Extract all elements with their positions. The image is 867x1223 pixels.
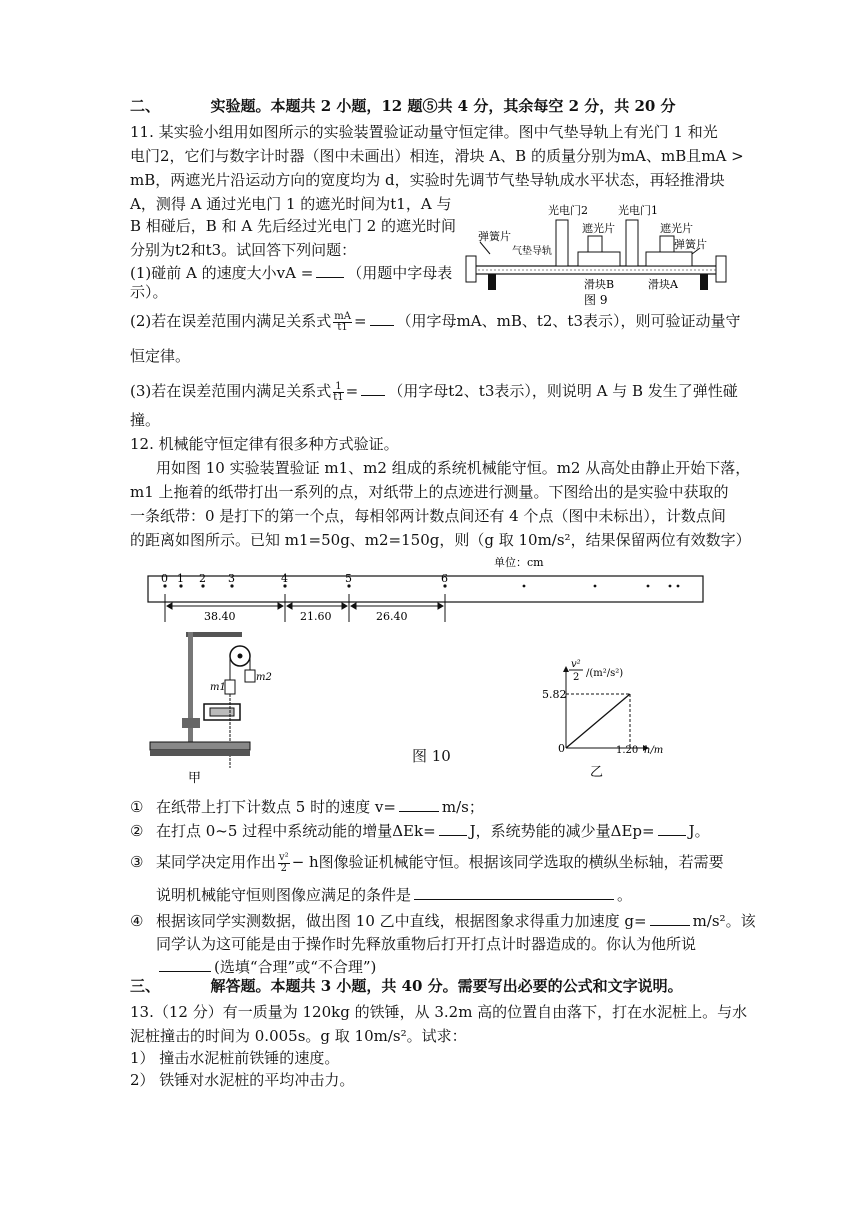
item-4-choice: (选填“合理”或“不合理”) — [214, 958, 377, 976]
block-b-label: 滑块B — [584, 278, 615, 291]
q12-line-3: m1 上拖着的纸带打出一系列的点，对纸带上的点迹进行测量。下图给出的是实验中获取的 — [130, 483, 729, 501]
graph-origin: 0 — [558, 742, 565, 755]
answer-blank[interactable] — [414, 884, 614, 900]
q11-line-4: A，测得 A 通过光电门 1 的遮光时间为t1，A 与 — [130, 195, 452, 213]
tape-dot-extra — [677, 585, 680, 588]
equals-sign: = — [345, 382, 359, 400]
q11-sub-2-text-b: （用字母mA、mB、t2、t3表示），则可验证动量守 — [396, 312, 741, 330]
air-track — [470, 266, 724, 274]
figure-10-apparatus — [148, 628, 272, 788]
fraction-v2-2 — [278, 853, 290, 874]
tape-unit: 单位：cm — [494, 556, 544, 569]
graph-yval: 5.82 — [542, 688, 567, 701]
figure-9-caption: 图 9 — [584, 293, 608, 307]
section-3-title: 解答题。本题共 3 小题，共 40 分。需要写出必要的公式和文字说明。 — [210, 977, 683, 995]
graph-y-arrow — [563, 666, 569, 672]
fraction-denominator: t1 — [333, 391, 344, 403]
q13-part-1: 1） 撞击水泥桩前铁锤的速度。 — [130, 1049, 340, 1067]
tape-label: 4 — [281, 572, 288, 585]
answer-blank[interactable] — [361, 380, 385, 396]
q11-sub-1 — [130, 262, 452, 283]
q11-sub-3-cont: 撞。 — [130, 411, 161, 429]
m2-label: m2 — [256, 672, 272, 683]
item-2-unit: J。 — [688, 822, 710, 840]
item-3-cont — [156, 884, 632, 905]
fraction-numerator: mA — [334, 310, 351, 322]
section-2-header — [130, 96, 676, 116]
figure-9-air-track — [460, 198, 732, 310]
item-4-marker: ④ — [130, 912, 144, 930]
block-a — [646, 252, 692, 266]
shade-b — [588, 236, 602, 252]
air-track-label: 气垫导轨 — [512, 246, 552, 257]
item-3-text: 某同学决定用作出 — [156, 853, 277, 871]
section-2-title: 实验题。本题共 2 小题，12 题⑤共 4 分，其余每空 2 分，共 20 分 — [210, 97, 676, 115]
item-1-marker: ① — [130, 798, 144, 816]
block-b — [578, 252, 620, 266]
q11-sub-2-text: (2)若在误差范围内满足关系式 — [130, 312, 332, 330]
answer-blank[interactable] — [439, 820, 467, 836]
q11-line-2: 电门2，它们与数字计时器（图中未画出）相连，滑块 A、B 的质量分别为mA、mB且mA > — [130, 147, 744, 165]
tape-dot-extra — [594, 585, 597, 588]
q13-line-2: 泥桩撞击的时间为 0.005s。g 取 10m/s²。试求： — [130, 1027, 467, 1045]
item-3 — [130, 852, 724, 874]
track-end-right — [716, 256, 726, 282]
clamp — [182, 718, 200, 728]
item-1-text: 在纸带上打下计数点 5 时的速度 v= — [156, 798, 396, 816]
answer-blank[interactable] — [658, 820, 686, 836]
section-3-number: 三、 — [130, 977, 161, 995]
q11-line-1: 11. 某实验小组用如图所示的实验装置验证动量守恒定律。图中气垫导轨上有光门 1 和光 — [130, 123, 718, 141]
answer-blank[interactable] — [370, 310, 394, 326]
q11-line-6: 分别为t2和t3。试回答下列问题： — [130, 241, 357, 259]
q11-sub-3-text: (3)若在误差范围内满足关系式 — [130, 382, 332, 400]
shade-label-2: 遮光片 — [660, 222, 693, 235]
item-3-marker: ③ — [130, 853, 144, 871]
tape-label: 2 — [199, 572, 206, 585]
tape-distance-2: 21.60 — [300, 610, 332, 623]
spring-label-1: 弹簧片 — [478, 230, 511, 243]
photogate-1 — [626, 220, 638, 266]
q11-sub-3 — [130, 380, 738, 403]
tape-dot-extra — [523, 585, 526, 588]
pulley-axle — [238, 654, 243, 659]
table-base — [150, 750, 250, 756]
item-2-text-b: J，系统势能的减少量ΔEp= — [469, 822, 655, 840]
item-2-text: 在打点 0~5 过程中系统动能的增量ΔEk= — [156, 822, 436, 840]
tape-dot-extra — [647, 585, 650, 588]
figure-10-yi: 乙 — [590, 765, 604, 780]
graph-line — [566, 694, 630, 748]
q12-line-1: 12. 机械能守恒定律有很多种方式验证。 — [130, 435, 399, 453]
item-4-line-2: 同学认为这可能是由于操作时先释放重物后打开打点计时器造成的。你认为他所说 — [156, 935, 697, 953]
fraction-numerator: v² — [279, 851, 289, 863]
q11-sub-2-cont: 恒定律。 — [130, 347, 191, 365]
fraction-ma-t1 — [333, 312, 352, 333]
track-end-left — [466, 256, 476, 282]
q11-sub-1-text-b: （用题中字母表 — [347, 264, 453, 282]
q11-sub-1-cont: 示）。 — [130, 283, 168, 301]
q11-sub-1-text: (1)碰前 A 的速度大小vA = — [130, 264, 314, 282]
mass-m2 — [245, 670, 255, 682]
tape-dot-extra — [669, 585, 672, 588]
q11-line-5: B 相碰后，B 和 A 先后经过光电门 2 的遮光时间 — [130, 217, 457, 235]
graph-yunit: /(m²/s²) — [586, 668, 624, 679]
tape-label: 3 — [228, 572, 235, 585]
shade-a — [660, 236, 674, 252]
q11-sub-3-text-b: （用字母t2、t3表示），则说明 A 与 B 发生了弹性碰 — [388, 382, 738, 400]
section-3-header — [130, 976, 683, 996]
tape-label: 5 — [345, 572, 352, 585]
q12-line-4: 一条纸带：0 是打下的第一个点，每相邻两计数点间还有 4 个点（图中未标出），计数点间 — [130, 507, 726, 525]
answer-blank[interactable] — [650, 910, 690, 926]
item-2 — [130, 820, 710, 841]
answer-blank[interactable] — [159, 956, 211, 972]
item-4 — [130, 910, 756, 931]
item-3-end: 。 — [617, 886, 633, 904]
fraction-denominator: t1 — [337, 321, 348, 333]
fraction-1-t1 — [333, 382, 343, 403]
item-1 — [130, 796, 484, 817]
mass-m1 — [225, 680, 235, 694]
graph-xval: 1.20 — [616, 745, 639, 756]
item-4-text: 根据该同学实测数据，做出图 10 乙中直线，根据图象求得重力加速度 g= — [156, 912, 647, 930]
paper-tape-figure — [148, 554, 708, 634]
answer-blank[interactable] — [316, 262, 344, 278]
photogate-2-label: 光电门2 — [548, 204, 588, 217]
item-3-text-c: 说明机械能守恒则图像应满足的条件是 — [156, 886, 412, 904]
tape-label: 6 — [441, 572, 448, 585]
tape-distance-1: 38.40 — [204, 610, 236, 623]
top-bar — [186, 632, 242, 637]
section-2-number: 二、 — [130, 97, 161, 115]
tape-label: 0 — [161, 572, 168, 585]
item-4-unit: m/s²。该 — [692, 912, 756, 930]
q11-line-3: mB，两遮光片沿运动方向的宽度均为 d，实验时先调节气垫导轨成水平状态，再轻推滑块 — [130, 171, 725, 189]
track-leg-right — [700, 274, 708, 290]
graph-ylabel-num: v² — [571, 659, 581, 670]
photogate-1-label: 光电门1 — [618, 204, 658, 217]
figure-10-graph — [542, 656, 692, 780]
figure-10-jia: 甲 — [188, 771, 202, 786]
fraction-numerator: 1 — [333, 382, 343, 393]
item-3-text-b: − h图像验证机械能守恒。根据该同学选取的横纵坐标轴，若需要 — [291, 853, 724, 871]
item-4-line-3 — [156, 956, 376, 977]
spring-left — [480, 242, 490, 254]
q13-line-1: 13.（12 分）有一质量为 120kg 的铁锤，从 3.2m 高的位置自由落下，打在水泥桩上。与水 — [130, 1003, 748, 1021]
photogate-2 — [556, 220, 568, 266]
block-a-label: 滑块A — [648, 278, 678, 291]
graph-xlabel: h/m — [644, 745, 664, 756]
spring-label-2: 弹簧片 — [674, 238, 707, 251]
equals-sign: = — [353, 312, 367, 330]
figure-10-caption: 图 10 — [412, 747, 451, 765]
q12-line-5: 的距离如图所示。已知 m1=50g、m2=150g，则（g 取 10m/s²，结果保留两位有效数字） — [130, 531, 751, 549]
track-leg-left — [488, 274, 496, 290]
tape-label: 1 — [177, 572, 184, 585]
q11-sub-2 — [130, 310, 741, 333]
graph-ylabel-den: 2 — [573, 672, 580, 683]
shade-label-1: 遮光片 — [582, 222, 615, 235]
m1-label: m1 — [210, 682, 226, 693]
item-2-marker: ② — [130, 822, 144, 840]
q12-line-2: 用如图 10 实验装置验证 m1、m2 组成的系统机械能守恒。m2 从高处由静止开始下落， — [156, 459, 751, 477]
item-1-unit: m/s； — [441, 798, 484, 816]
fraction-denominator: 2 — [280, 862, 288, 874]
tape-distance-3: 26.40 — [376, 610, 408, 623]
q13-part-2: 2） 铁锤对水泥桩的平均冲击力。 — [130, 1071, 355, 1089]
table-top — [150, 742, 250, 750]
answer-blank[interactable] — [399, 796, 439, 812]
